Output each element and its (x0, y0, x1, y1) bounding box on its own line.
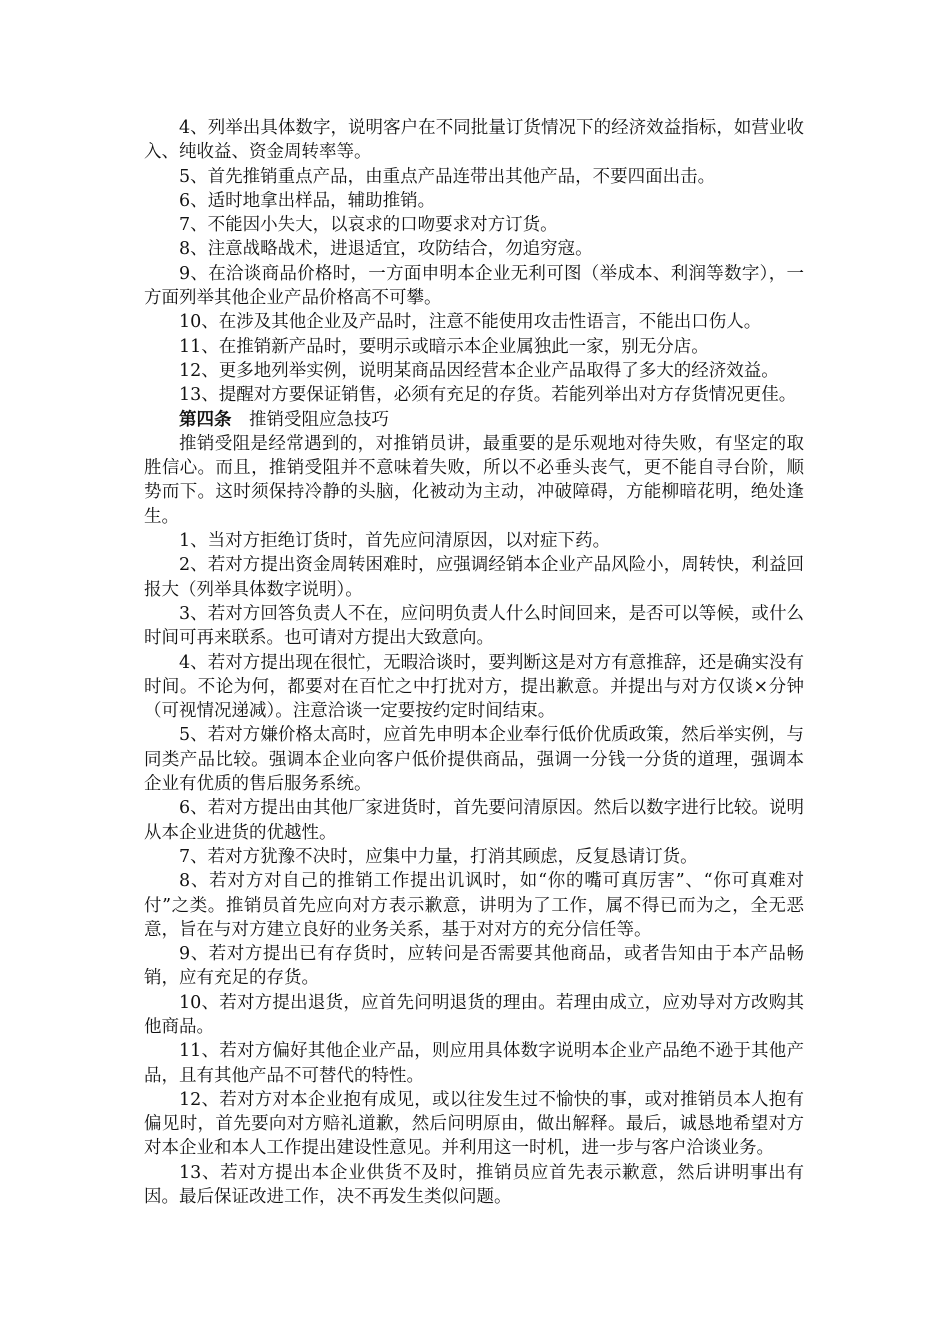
paragraph: 9、若对方提出已有存货时，应转问是否需要其他商品，或者告知由于本产品畅销，应有充足的存货。 (144, 944, 804, 989)
paragraph: 3、若对方回答负责人不在，应问明负责人什么时间回来，是否可以等候，或什么时间可再来联系。也可请对方提出大致意向。 (144, 603, 804, 649)
paragraph: 13、提醒对方要保证销售，必须有充足的存货。若能列举出对方存货情况更佳。 (179, 385, 797, 406)
paragraph: 5、若对方嫌价格太高时，应首先申明本企业奉行低价优质政策，然后举实例，与同类产品比较。强调本企业向客户低价提供商品，强调一分钱一分货的道理，强调本企业有优质的售后服务系统。 (144, 725, 804, 795)
paragraph: 13、若对方提出本企业供货不及时，推销员应首先表示歉意，然后讲明事出有因。最后保证改进工作，决不再发生类似问题。 (144, 1162, 804, 1208)
section-heading (144, 408, 804, 432)
paragraph: 10、在涉及其他企业及产品时，注意不能使用攻击性语言，不能出口伤人。 (179, 312, 762, 333)
paragraph: 2、若对方提出资金周转困难时，应强调经销本企业产品风险小，周转快，利益回报大（列举具体数字说明）。 (144, 555, 804, 600)
paragraph: 9、在洽谈商品价格时，一方面申明本企业无利可图（举成本、利润等数字），一方面列举其他企业产品价格高不可攀。 (144, 263, 804, 309)
paragraph: 12、更多地列举实例，说明某商品因经营本企业产品取得了多大的经济效益。 (179, 360, 779, 381)
paragraph: 11、在推销新产品时，要明示或暗示本企业属独此一家，别无分店。 (179, 336, 709, 357)
paragraph: 1、当对方拒绝订货时，首先应问清原因，以对症下药。 (179, 531, 611, 552)
paragraph: 推销受阻是经常遇到的，对推销员讲，最重要的是乐观地对待失败，有坚定的取胜信心。而且，推销受阻并不意味着失败，所以不必垂头丧气，更不能自寻台阶，顺势而下。这时须保持冷静的头脑，化被动为主动，冲破障碍，方能柳暗花明，绝处逢生。 (144, 433, 804, 527)
paragraph: 6、若对方提出由其他厂家进货时，首先要问清原因。然后以数字进行比较。说明从本企业进货的优越性。 (144, 798, 804, 843)
section-title: 推销受阻应急技巧 (249, 409, 389, 430)
paragraph: 4、列举出具体数字，说明客户在不同批量订货情况下的经济效益指标，如营业收入、纯收益、资金周转率等。 (144, 118, 804, 163)
paragraph: 11、若对方偏好其他企业产品，则应用具体数字说明本企业产品绝不逊于其他产品，且有其他产品不可替代的特性。 (144, 1041, 804, 1086)
section-number: 第四条 (179, 409, 232, 430)
paragraph: 10、若对方提出退货，应首先问明退货的理由。若理由成立，应劝导对方改购其他商品。 (144, 992, 804, 1037)
paragraph: 6、适时地拿出样品，辅助推销。 (179, 190, 436, 211)
paragraph: 8、注意战略战术，进退适宜，攻防结合，勿追穷寇。 (179, 239, 593, 260)
paragraph: 5、首先推销重点产品，由重点产品连带出其他产品，不要四面出击。 (179, 166, 716, 187)
paragraph: 4、若对方提出现在很忙，无暇洽谈时，要判断这是对方有意推辞，还是确实没有时间。不论为何，都要对在百忙之中打扰对方，提出歉意。并提出与对方仅谈×分钟（可视情况递减）。注意洽谈一定要按约定时间结束。 (144, 652, 804, 722)
paragraph: 7、不能因小失大，以哀求的口吻要求对方订货。 (179, 215, 558, 236)
paragraph: 12、若对方对本企业抱有成见，或以往发生过不愉快的事，或对推销员本人抱有偏见时，首先要向对方赔礼道歉，然后问明原由，做出解释。最后，诚恳地希望对方对本企业和本人工作提出建设性意见。并利用这一时机，进一步与客户洽谈业务。 (144, 1089, 804, 1159)
paragraph: 8、若对方对自己的推销工作提出讥讽时，如“你的嘴可真厉害”、“你可真难对付”之类。推销员首先应向对方表示歉意，讲明为了工作，属不得已而为之，全无恶意，旨在与对方建立良好的业务关系，基于对对方的充分信任等。 (144, 871, 804, 940)
paragraph: 7、若对方犹豫不决时，应集中力量，打消其顾虑，反复恳请订货。 (179, 846, 698, 867)
document-body (144, 116, 804, 1209)
